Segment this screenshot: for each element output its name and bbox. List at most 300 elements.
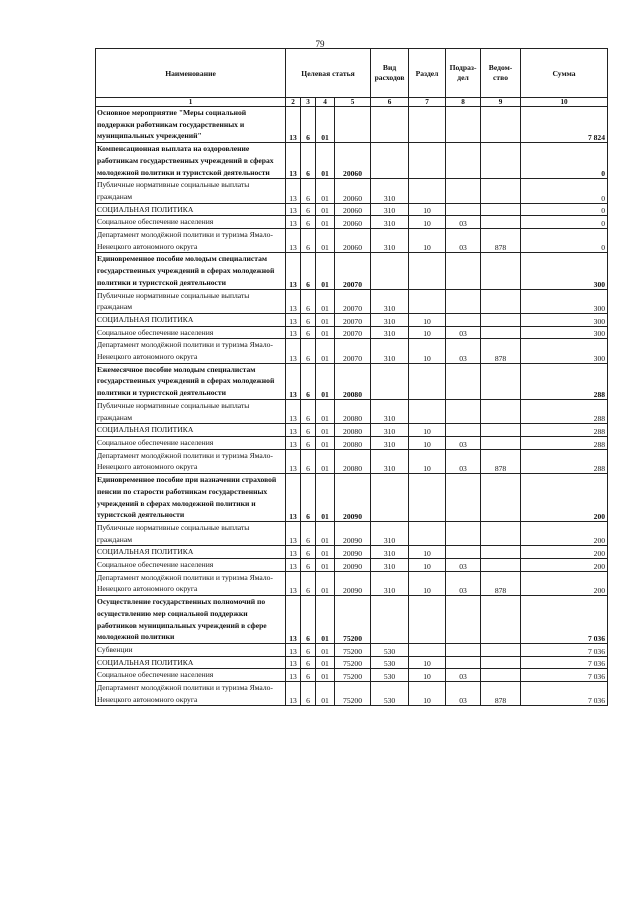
- code-3-cell: 6: [301, 216, 316, 229]
- code-2-cell: 13: [286, 474, 301, 522]
- expense-type-cell: [371, 253, 409, 289]
- subsection-cell: [446, 643, 481, 656]
- row-name-cell: Департамент молодёжной политики и туризма Ямало-Ненецкого автономного округа: [96, 339, 286, 363]
- expense-type-cell: 310: [371, 546, 409, 559]
- code-4-cell: 01: [316, 559, 335, 572]
- code-5-cell: 20080: [335, 436, 371, 449]
- code-2-cell: 13: [286, 289, 301, 313]
- code-4-cell: 01: [316, 216, 335, 229]
- column-number: 7: [409, 98, 446, 107]
- code-3-cell: 6: [301, 596, 316, 644]
- code-4-cell: 01: [316, 253, 335, 289]
- code-4-cell: 01: [316, 474, 335, 522]
- code-5-cell: 20060: [335, 179, 371, 203]
- table-row: [96, 521, 608, 545]
- row-name-cell: Департамент молодёжной политики и туризма Ямало-Ненецкого автономного округа: [96, 449, 286, 473]
- code-5-cell: 20080: [335, 449, 371, 473]
- section-cell: 10: [409, 229, 446, 253]
- table-row: [96, 559, 608, 572]
- section-cell: [409, 474, 446, 522]
- table-row: [96, 229, 608, 253]
- subsection-cell: [446, 399, 481, 423]
- sum-cell: 7 036: [521, 682, 608, 706]
- code-2-cell: 13: [286, 399, 301, 423]
- department-code-cell: [481, 203, 521, 216]
- table-row: [96, 143, 608, 179]
- sum-cell: 0: [521, 216, 608, 229]
- section-cell: 10: [409, 424, 446, 437]
- code-3-cell: 6: [301, 179, 316, 203]
- column-number: 1: [96, 98, 286, 107]
- code-5-cell: 20080: [335, 363, 371, 399]
- expense-type-cell: 530: [371, 656, 409, 669]
- sum-cell: 300: [521, 339, 608, 363]
- code-3-cell: 6: [301, 107, 316, 143]
- code-2-cell: 13: [286, 559, 301, 572]
- table-row: [96, 203, 608, 216]
- code-4-cell: 01: [316, 229, 335, 253]
- code-3-cell: 6: [301, 521, 316, 545]
- department-code-cell: [481, 521, 521, 545]
- code-4-cell: 01: [316, 596, 335, 644]
- code-4-cell: 01: [316, 424, 335, 437]
- code-4-cell: 01: [316, 682, 335, 706]
- subsection-cell: [446, 143, 481, 179]
- subsection-cell: 03: [446, 326, 481, 339]
- column-number: 2: [286, 98, 301, 107]
- code-3-cell: 6: [301, 203, 316, 216]
- expense-type-cell: [371, 474, 409, 522]
- row-name-cell: Публичные нормативные социальные выплаты гражданам: [96, 289, 286, 313]
- row-name-cell: Публичные нормативные социальные выплаты гражданам: [96, 399, 286, 423]
- row-name-cell: Социальное обеспечение населения: [96, 559, 286, 572]
- code-5-cell: 75200: [335, 669, 371, 682]
- code-3-cell: 6: [301, 339, 316, 363]
- code-5-cell: 75200: [335, 682, 371, 706]
- code-2-cell: 13: [286, 643, 301, 656]
- department-code-cell: [481, 179, 521, 203]
- sum-cell: 0: [521, 143, 608, 179]
- code-5-cell: 20090: [335, 474, 371, 522]
- sum-cell: 200: [521, 559, 608, 572]
- sum-cell: 7 036: [521, 656, 608, 669]
- code-5-cell: 20070: [335, 253, 371, 289]
- code-3-cell: 6: [301, 571, 316, 595]
- department-code-cell: [481, 546, 521, 559]
- sum-cell: 288: [521, 424, 608, 437]
- code-3-cell: 6: [301, 546, 316, 559]
- code-3-cell: 6: [301, 363, 316, 399]
- section-cell: [409, 179, 446, 203]
- subsection-cell: 03: [446, 682, 481, 706]
- expense-type-cell: 310: [371, 399, 409, 423]
- code-2-cell: 13: [286, 326, 301, 339]
- sum-cell: 200: [521, 571, 608, 595]
- code-2-cell: 13: [286, 449, 301, 473]
- expense-type-cell: 310: [371, 436, 409, 449]
- code-5-cell: 20070: [335, 289, 371, 313]
- department-code-cell: [481, 436, 521, 449]
- department-code-cell: [481, 143, 521, 179]
- row-name-cell: СОЦИАЛЬНАЯ ПОЛИТИКА: [96, 203, 286, 216]
- column-number: 8: [446, 98, 481, 107]
- code-4-cell: 01: [316, 656, 335, 669]
- header-subsection: Подраз-дел: [446, 49, 481, 98]
- code-5-cell: 75200: [335, 656, 371, 669]
- code-4-cell: 01: [316, 143, 335, 179]
- expense-type-cell: 530: [371, 669, 409, 682]
- code-4-cell: 01: [316, 179, 335, 203]
- row-name-cell: Единовременное пособие молодым специалистам государственных учреждений в сферах молодежной политики и туристской деятельности: [96, 253, 286, 289]
- expense-type-cell: 530: [371, 643, 409, 656]
- code-3-cell: 6: [301, 399, 316, 423]
- code-3-cell: 6: [301, 253, 316, 289]
- code-4-cell: 01: [316, 289, 335, 313]
- section-cell: [409, 521, 446, 545]
- sum-cell: 0: [521, 203, 608, 216]
- expense-type-cell: [371, 363, 409, 399]
- department-code-cell: [481, 289, 521, 313]
- code-3-cell: 6: [301, 424, 316, 437]
- expense-type-cell: 310: [371, 424, 409, 437]
- code-2-cell: 13: [286, 143, 301, 179]
- code-2-cell: 13: [286, 363, 301, 399]
- code-3-cell: 6: [301, 326, 316, 339]
- section-cell: 10: [409, 449, 446, 473]
- code-5-cell: 20090: [335, 559, 371, 572]
- subsection-cell: 03: [446, 571, 481, 595]
- subsection-cell: 03: [446, 436, 481, 449]
- table-row: [96, 107, 608, 143]
- expense-type-cell: 310: [371, 449, 409, 473]
- row-name-cell: Компенсационная выплата на оздоровление работникам государственных учреждений в сферах молодежной политики и туристской деятельности: [96, 143, 286, 179]
- code-3-cell: 6: [301, 143, 316, 179]
- code-2-cell: 13: [286, 179, 301, 203]
- code-3-cell: 6: [301, 313, 316, 326]
- row-name-cell: Социальное обеспечение населения: [96, 436, 286, 449]
- code-4-cell: 01: [316, 436, 335, 449]
- department-code-cell: 878: [481, 682, 521, 706]
- department-code-cell: 878: [481, 229, 521, 253]
- subsection-cell: 03: [446, 449, 481, 473]
- sum-cell: 0: [521, 229, 608, 253]
- code-5-cell: 20080: [335, 399, 371, 423]
- code-2-cell: 13: [286, 339, 301, 363]
- section-cell: 10: [409, 571, 446, 595]
- table-row: [96, 596, 608, 644]
- subsection-cell: [446, 656, 481, 669]
- department-code-cell: [481, 424, 521, 437]
- code-4-cell: 01: [316, 521, 335, 545]
- sum-cell: 7 036: [521, 596, 608, 644]
- code-5-cell: 20060: [335, 143, 371, 179]
- header-section: Раздел: [409, 49, 446, 98]
- subsection-cell: [446, 363, 481, 399]
- sum-cell: 300: [521, 253, 608, 289]
- sum-cell: 288: [521, 363, 608, 399]
- subsection-cell: [446, 179, 481, 203]
- code-4-cell: 01: [316, 339, 335, 363]
- row-name-cell: Субвенции: [96, 643, 286, 656]
- expense-type-cell: [371, 107, 409, 143]
- table-row: [96, 216, 608, 229]
- code-2-cell: 13: [286, 571, 301, 595]
- subsection-cell: [446, 253, 481, 289]
- row-name-cell: СОЦИАЛЬНАЯ ПОЛИТИКА: [96, 313, 286, 326]
- row-name-cell: Департамент молодёжной политики и туризма Ямало-Ненецкого автономного округа: [96, 571, 286, 595]
- table-row: [96, 363, 608, 399]
- column-number-row: [96, 98, 608, 107]
- table-row: [96, 424, 608, 437]
- department-code-cell: [481, 326, 521, 339]
- code-2-cell: 13: [286, 313, 301, 326]
- subsection-cell: 03: [446, 229, 481, 253]
- code-4-cell: 01: [316, 643, 335, 656]
- sum-cell: 300: [521, 326, 608, 339]
- subsection-cell: [446, 424, 481, 437]
- table-row: [96, 289, 608, 313]
- section-cell: 10: [409, 436, 446, 449]
- table-row: [96, 571, 608, 595]
- section-cell: [409, 289, 446, 313]
- column-number: 3: [301, 98, 316, 107]
- subsection-cell: [446, 203, 481, 216]
- table-body: [96, 107, 608, 706]
- department-code-cell: [481, 363, 521, 399]
- header-row: [96, 49, 608, 98]
- subsection-cell: [446, 521, 481, 545]
- department-code-cell: 878: [481, 449, 521, 473]
- code-5-cell: 20070: [335, 313, 371, 326]
- department-code-cell: [481, 399, 521, 423]
- section-cell: 10: [409, 339, 446, 363]
- subsection-cell: 03: [446, 216, 481, 229]
- row-name-cell: СОЦИАЛЬНАЯ ПОЛИТИКА: [96, 424, 286, 437]
- row-name-cell: Ежемесячное пособие молодым специалистам государственных учреждений в сферах молодежной политики и туристской деятельности: [96, 363, 286, 399]
- code-2-cell: 13: [286, 656, 301, 669]
- department-code-cell: [481, 107, 521, 143]
- header-name: Наименование: [96, 49, 286, 98]
- department-code-cell: [481, 656, 521, 669]
- code-4-cell: 01: [316, 203, 335, 216]
- table-row: [96, 656, 608, 669]
- code-2-cell: 13: [286, 521, 301, 545]
- row-name-cell: СОЦИАЛЬНАЯ ПОЛИТИКА: [96, 546, 286, 559]
- code-2-cell: 13: [286, 436, 301, 449]
- header-expense-type: Вид расходов: [371, 49, 409, 98]
- code-2-cell: 13: [286, 229, 301, 253]
- row-name-cell: Департамент молодёжной политики и туризма Ямало-Ненецкого автономного округа: [96, 229, 286, 253]
- section-cell: 10: [409, 313, 446, 326]
- department-code-cell: [481, 474, 521, 522]
- department-code-cell: [481, 559, 521, 572]
- sum-cell: 300: [521, 289, 608, 313]
- code-4-cell: 01: [316, 313, 335, 326]
- subsection-cell: 03: [446, 559, 481, 572]
- column-number: 6: [371, 98, 409, 107]
- subsection-cell: 03: [446, 669, 481, 682]
- page-number: 79: [315, 39, 325, 49]
- sum-cell: 7 824: [521, 107, 608, 143]
- expense-type-cell: 310: [371, 289, 409, 313]
- code-5-cell: 20090: [335, 571, 371, 595]
- row-name-cell: Социальное обеспечение населения: [96, 216, 286, 229]
- section-cell: 10: [409, 682, 446, 706]
- code-3-cell: 6: [301, 656, 316, 669]
- table-row: [96, 546, 608, 559]
- expense-type-cell: 310: [371, 521, 409, 545]
- section-cell: 10: [409, 216, 446, 229]
- expense-type-cell: 310: [371, 559, 409, 572]
- expense-type-cell: 310: [371, 216, 409, 229]
- row-name-cell: Социальное обеспечение населения: [96, 326, 286, 339]
- budget-table: [95, 48, 608, 706]
- code-5-cell: 75200: [335, 643, 371, 656]
- row-name-cell: Единовременное пособие при назначении страховой пенсии по старости работникам государственных учреждений в сферах молодежной политики и туристской деятельности: [96, 474, 286, 522]
- header-target-article: Целевая статья: [286, 49, 371, 98]
- table-row: [96, 474, 608, 522]
- subsection-cell: [446, 289, 481, 313]
- code-2-cell: 13: [286, 682, 301, 706]
- expense-type-cell: 310: [371, 179, 409, 203]
- subsection-cell: [446, 474, 481, 522]
- code-2-cell: 13: [286, 203, 301, 216]
- section-cell: [409, 596, 446, 644]
- sum-cell: 288: [521, 449, 608, 473]
- expense-type-cell: 310: [371, 571, 409, 595]
- sum-cell: 300: [521, 313, 608, 326]
- code-5-cell: 20060: [335, 203, 371, 216]
- code-4-cell: 01: [316, 107, 335, 143]
- header-department: Ведом-ство: [481, 49, 521, 98]
- table-row: [96, 339, 608, 363]
- row-name-cell: Публичные нормативные социальные выплаты гражданам: [96, 179, 286, 203]
- table-row: [96, 682, 608, 706]
- code-5-cell: 75200: [335, 596, 371, 644]
- subsection-cell: [446, 596, 481, 644]
- section-cell: 10: [409, 559, 446, 572]
- expense-type-cell: 310: [371, 313, 409, 326]
- section-cell: [409, 253, 446, 289]
- code-2-cell: 13: [286, 253, 301, 289]
- section-cell: 10: [409, 669, 446, 682]
- table-row: [96, 253, 608, 289]
- code-3-cell: 6: [301, 449, 316, 473]
- department-code-cell: 878: [481, 339, 521, 363]
- table-row: [96, 669, 608, 682]
- subsection-cell: [446, 107, 481, 143]
- code-2-cell: 13: [286, 216, 301, 229]
- code-3-cell: 6: [301, 474, 316, 522]
- sum-cell: 7 036: [521, 643, 608, 656]
- table-row: [96, 326, 608, 339]
- code-3-cell: 6: [301, 682, 316, 706]
- column-number: 5: [335, 98, 371, 107]
- expense-type-cell: [371, 143, 409, 179]
- code-2-cell: 13: [286, 107, 301, 143]
- section-cell: 10: [409, 203, 446, 216]
- expense-type-cell: 530: [371, 682, 409, 706]
- department-code-cell: [481, 596, 521, 644]
- section-cell: [409, 363, 446, 399]
- code-5-cell: [335, 107, 371, 143]
- row-name-cell: Осуществление государственных полномочий по осуществлению мер социальной поддержки работников муниципальных учреждений в сфере молодежной политики: [96, 596, 286, 644]
- code-5-cell: 20080: [335, 424, 371, 437]
- table-row: [96, 179, 608, 203]
- table-row: [96, 399, 608, 423]
- department-code-cell: [481, 313, 521, 326]
- table-row: [96, 449, 608, 473]
- code-5-cell: 20090: [335, 546, 371, 559]
- sum-cell: 200: [521, 474, 608, 522]
- table-row: [96, 643, 608, 656]
- row-name-cell: СОЦИАЛЬНАЯ ПОЛИТИКА: [96, 656, 286, 669]
- sum-cell: 200: [521, 546, 608, 559]
- code-2-cell: 13: [286, 424, 301, 437]
- section-cell: 10: [409, 546, 446, 559]
- subsection-cell: [446, 546, 481, 559]
- code-3-cell: 6: [301, 229, 316, 253]
- section-cell: 10: [409, 656, 446, 669]
- column-number: 4: [316, 98, 335, 107]
- subsection-cell: [446, 313, 481, 326]
- code-2-cell: 13: [286, 669, 301, 682]
- code-5-cell: 20070: [335, 326, 371, 339]
- department-code-cell: [481, 253, 521, 289]
- department-code-cell: [481, 216, 521, 229]
- code-4-cell: 01: [316, 399, 335, 423]
- department-code-cell: [481, 669, 521, 682]
- sum-cell: 200: [521, 521, 608, 545]
- sum-cell: 0: [521, 179, 608, 203]
- section-cell: [409, 643, 446, 656]
- code-3-cell: 6: [301, 643, 316, 656]
- expense-type-cell: 310: [371, 229, 409, 253]
- column-number: 9: [481, 98, 521, 107]
- subsection-cell: 03: [446, 339, 481, 363]
- header-sum: Сумма: [521, 49, 608, 98]
- code-5-cell: 20060: [335, 229, 371, 253]
- code-4-cell: 01: [316, 326, 335, 339]
- expense-type-cell: 310: [371, 326, 409, 339]
- expense-type-cell: 310: [371, 339, 409, 363]
- code-5-cell: 20070: [335, 339, 371, 363]
- section-cell: 10: [409, 326, 446, 339]
- section-cell: [409, 107, 446, 143]
- row-name-cell: Департамент молодёжной политики и туризма Ямало-Ненецкого автономного округа: [96, 682, 286, 706]
- table-row: [96, 313, 608, 326]
- table-row: [96, 436, 608, 449]
- code-4-cell: 01: [316, 546, 335, 559]
- department-code-cell: 878: [481, 571, 521, 595]
- sum-cell: 288: [521, 399, 608, 423]
- section-cell: [409, 143, 446, 179]
- code-4-cell: 01: [316, 449, 335, 473]
- code-2-cell: 13: [286, 546, 301, 559]
- code-3-cell: 6: [301, 669, 316, 682]
- row-name-cell: Основное мероприятие "Меры социальной поддержки работникам государственных и муниципальных учреждений": [96, 107, 286, 143]
- code-3-cell: 6: [301, 559, 316, 572]
- row-name-cell: Публичные нормативные социальные выплаты гражданам: [96, 521, 286, 545]
- code-3-cell: 6: [301, 289, 316, 313]
- code-2-cell: 13: [286, 596, 301, 644]
- code-4-cell: 01: [316, 571, 335, 595]
- code-5-cell: 20090: [335, 521, 371, 545]
- section-cell: [409, 399, 446, 423]
- column-number: 10: [521, 98, 608, 107]
- expense-type-cell: [371, 596, 409, 644]
- code-4-cell: 01: [316, 669, 335, 682]
